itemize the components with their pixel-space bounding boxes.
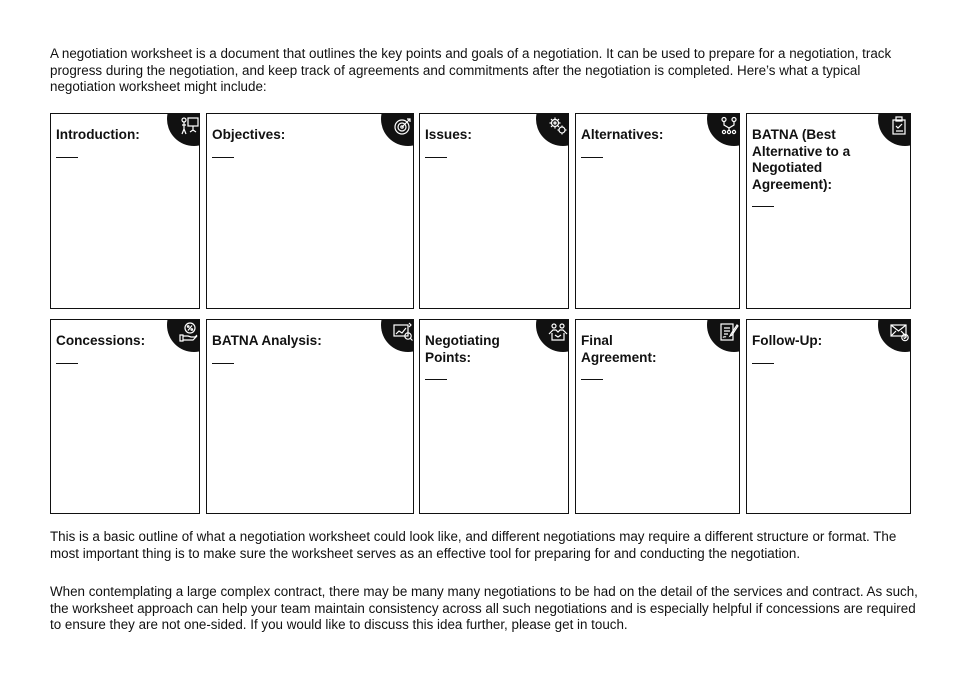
- card-title: BATNA (Best Alternative to a Negotiated Agreement):: [752, 127, 870, 207]
- closing-paragraph-1: This is a basic outline of what a negotiation worksheet could look like, and different negotiations may require a different structure or format. The most important thing is to make sure the worksheet serves as an effective tool for preparing for and conducting the negotiation.: [50, 529, 897, 561]
- presentation-icon: [167, 113, 200, 146]
- card-negotiating-points: [419, 319, 569, 514]
- card-alternatives: [575, 113, 740, 309]
- card-batna-analysis: [206, 319, 414, 514]
- card-title: Objectives:: [212, 127, 362, 158]
- gears-icon: [536, 113, 569, 146]
- target-icon: [381, 113, 414, 146]
- card-title: Introduction:: [56, 127, 156, 158]
- percent-hand-icon: [167, 319, 200, 352]
- card-introduction: [50, 113, 200, 309]
- document-check-icon: [878, 113, 911, 146]
- card-follow-up: [746, 319, 911, 514]
- card-objectives: [206, 113, 414, 309]
- card-final-agreement: [575, 319, 740, 514]
- contract-pen-icon: [707, 319, 740, 352]
- card-issues: [419, 113, 569, 309]
- card-title: Concessions:: [56, 333, 156, 364]
- card-title: Negotiating Points:: [425, 333, 525, 380]
- card-batna: [746, 113, 911, 309]
- card-title: Alternatives:: [581, 127, 696, 158]
- card-concessions: [50, 319, 200, 514]
- handshake-icon: [536, 319, 569, 352]
- card-title: BATNA Analysis:: [212, 333, 362, 364]
- analysis-chart-icon: [381, 319, 414, 352]
- intro-paragraph: A negotiation worksheet is a document that outlines the key points and goals of a negotiation. It can be used to prepare for a negotiation, track progress during the negotiation, and keep track of agreements and commitments after the negotiation is completed. Here’s what a typical negotiation worksheet might include:: [50, 46, 892, 94]
- email-followup-icon: [878, 319, 911, 352]
- people-network-icon: [707, 113, 740, 146]
- card-title: Final Agreement:: [581, 333, 691, 380]
- card-title: Issues:: [425, 127, 525, 158]
- card-title: Follow-Up:: [752, 333, 867, 364]
- closing-paragraph-2: When contemplating a large complex contract, there may be many many negotiations to be had on the detail of the services and contract. As such, the worksheet approach can help your team maintain consistency across all such negotiations and is especially helpful if concessions are required to ensure they are not one-sided. If you would like to discuss this idea further, please get in touch.: [50, 584, 918, 632]
